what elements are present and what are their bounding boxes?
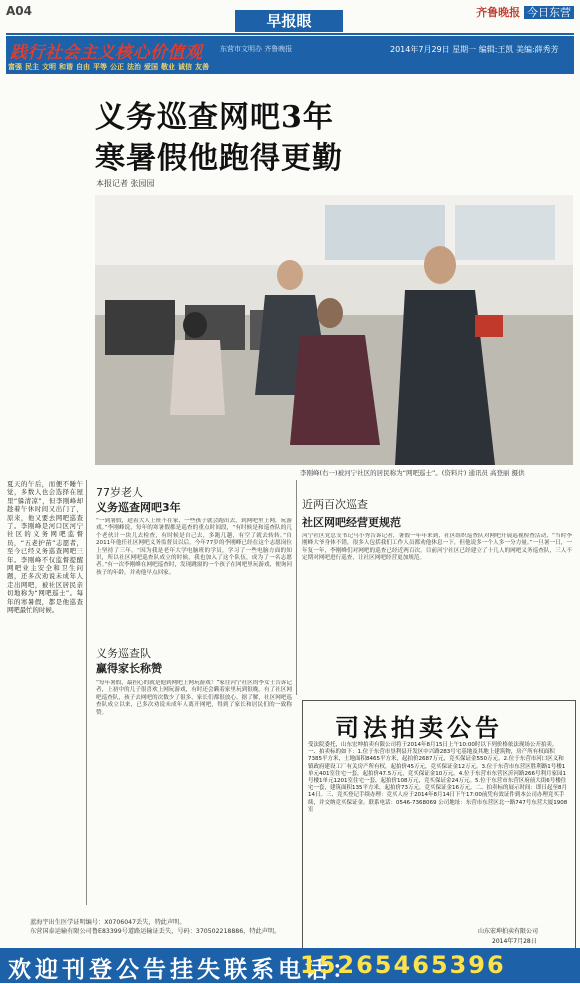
banner-slogan: 践行社会主义核心价值观 <box>10 43 203 63</box>
news-photo <box>95 195 573 465</box>
column-divider <box>86 480 87 905</box>
subhead-b-kicker: 义务巡查队 <box>96 647 151 660</box>
value-word: 诚信 <box>178 63 192 71</box>
ad-bottom-bar <box>0 948 580 983</box>
auction-notice-body: 受法院委托，山东宏坤拍卖有限公司将于2014年8月15日上午10:00时以下列价格依法现场公开拍卖。一、拍卖标的如下：1.位于东营市垦利县开发区中兴路283号宅基地及其地上建筑物，房产所有权面积7385平方米，土地面积8465平方米，起拍价2687万元，竞买保证金550万元。2.位于东营市河口区义和镇政府建设工厂有关房产所有权，起拍价45万元，竞买保证金12万元。3.位于东营市东营区胜利路1号楼1单元401室住宅一套，起拍价47.5万元，竞买保证金10万元。4.位于东营市东营区沂河路266号利月家园1号楼1单元1201室住宅一套，起拍价108万元，竞买保证金24万元。5.位于东营市东营区府前大街6号楼住宅一套，建筑面积135平方米，起拍价73万元，竞买保证金16万元。二、拍卖标的展示时间：即日起至8月14日。三、竞买登记手续办理：竞买人应于2014年8月14日下午17:00前凭有效证件到本公司办理竞买手续，并交纳竞买保证金。联系电话：0546-7368069 公司地址：东营市东营区北一路747号东营大厦1908室 <box>308 742 568 813</box>
notice-signature-company: 山东宏坤拍卖有限公司 <box>478 928 539 935</box>
body-section-c: 河宁社区党总支书记马小秀告诉记者，暑假一年年来到，社区组织巡查队对网吧开展巡视检查活动，“当时李刚峰大爷身体不错，很多人包括我们工作人员都劝他休息一下，但他说多一个人多一分力量。”一旦暑一日，一年复一年，李刚峰们对网吧的巡查已经近两百次。目前河宁社区已经建立了十几人的网吧义务巡查队，三人不定期对网吧进行巡查，让社区网吧经营更加规范。 <box>302 533 572 562</box>
column-divider <box>296 480 297 695</box>
value-word: 平等 <box>93 63 107 71</box>
value-word: 爱国 <box>144 63 158 71</box>
photo-caption: 李刚峰(右一)被河宁社区的居民称为“网吧巡士”。(资料片) 通讯员 高登丽 摄供 <box>300 469 525 477</box>
byline: 本报记者 张园园 <box>96 179 155 188</box>
value-word: 敬业 <box>161 63 175 71</box>
ad-banner-text: 欢迎刊登公告挂失联系电话： <box>8 957 359 983</box>
core-values-row <box>8 62 574 72</box>
subhead-a-kicker: 77岁老人 <box>96 486 143 499</box>
value-word: 法治 <box>127 63 141 71</box>
paper-masthead <box>476 4 574 20</box>
value-word: 自由 <box>76 63 90 71</box>
issue-meta: 2014年7月29日 星期一 编辑:王凯 美编:薛秀芳 <box>390 45 559 54</box>
headline-line-1: 义务巡查网吧3年 <box>95 100 334 135</box>
auction-notice-title: 司法拍卖公告 <box>335 713 503 742</box>
headline-line-2: 寒暑假他跑得更勤 <box>95 141 343 176</box>
section-label: 早报眼 <box>235 10 343 32</box>
subhead-c-kicker: 近两百次巡查 <box>302 498 368 511</box>
lost-notice-1: 蓝海宇出生医学证明编号：X0706047丢失，特此声明。 <box>30 919 186 926</box>
value-word: 友善 <box>195 63 209 71</box>
body-section-b: “每年暑假，最担心的就是他到网吧上网玩游戏！”家住河宁社区的李女士告诉记者，上初中的儿子很喜欢上网玩游戏，有时还会瞒着家里玩到很晚。有了社区网吧巡查队，孩子去网吧的次数少了很多，家长们都很放心。据了解，社区网吧巡查队成立以来，已多次劝说未成年人离开网吧，得到了家长和居民们的一致称赞。 <box>96 680 292 716</box>
top-rule <box>6 33 574 35</box>
banner-slogan-sub: 东营市文明办 齐鲁晚报 <box>220 45 293 53</box>
photo-illustration <box>95 195 573 465</box>
value-word: 文明 <box>42 63 56 71</box>
intro-column: 夏天的午后，而便不睡午觉，多数人也会选择在屋里“躲清凉”，但李刚峰却趁着午休时间又出门了，原来，他又要去网吧巡查了。李刚峰是河口区河宁社区的义务网吧监督员，“五老护苗”志愿者，至今已经义务巡查网吧三年。李刚峰不仅监督提醒网吧业主安全和卫生问题，还多次劝说未成年人走出网吧，被社区居民亲切地称为“网吧巡士”。每年的寒暑假，都是他巡查网吧最忙的时候。 <box>7 480 83 615</box>
value-word: 富强 <box>8 63 22 71</box>
subhead-c-title: 社区网吧经营更规范 <box>302 516 401 529</box>
lost-notice-2: 东营国泰运输有限公司鲁E83399号道路运输证丢失，号码：370502218886，特此声明。 <box>30 928 281 935</box>
page-number: A04 <box>6 4 32 18</box>
ad-phone-number: 15265465396 <box>300 951 506 979</box>
subhead-a-title: 义务巡查网吧3年 <box>96 501 181 514</box>
paper-tag: 今日东营 <box>524 6 574 19</box>
subhead-b-title: 赢得家长称赞 <box>96 662 162 675</box>
value-word: 民主 <box>25 63 39 71</box>
paper-name: 齐鲁晚报 <box>476 6 521 19</box>
value-word: 公正 <box>110 63 124 71</box>
lost-notices <box>30 918 295 936</box>
notice-signature-date: 2014年7月28日 <box>492 938 537 945</box>
body-section-a: “一到暑假，趁着大人上班不在家，一些孩子就会跑出去，到网吧里上网，玩游戏。”李刚峰说，每年的寒暑假都是巡查的重点时间段，“有时候是和巡查队的几个老伙计一块儿去检查，有时候是自己去，多跑几趟，有空了就去转转。”自2011年他任社区网吧义务监督员以后，今年77岁的李刚峰已经在这个志愿岗位上坚持了三年。“因为我是老年大学电脑班的学员，学习了一些电脑方面的知识，所以社区网吧巡查队成立的时候，我也加入了这个队伍，成为了一名志愿者。”有一次李刚峰在网吧巡查时，发现跳窗的一个孩子在网吧里玩游戏，便询问孩子的年龄，并劝他早点回家。 <box>96 518 292 576</box>
value-word: 和谐 <box>59 63 73 71</box>
